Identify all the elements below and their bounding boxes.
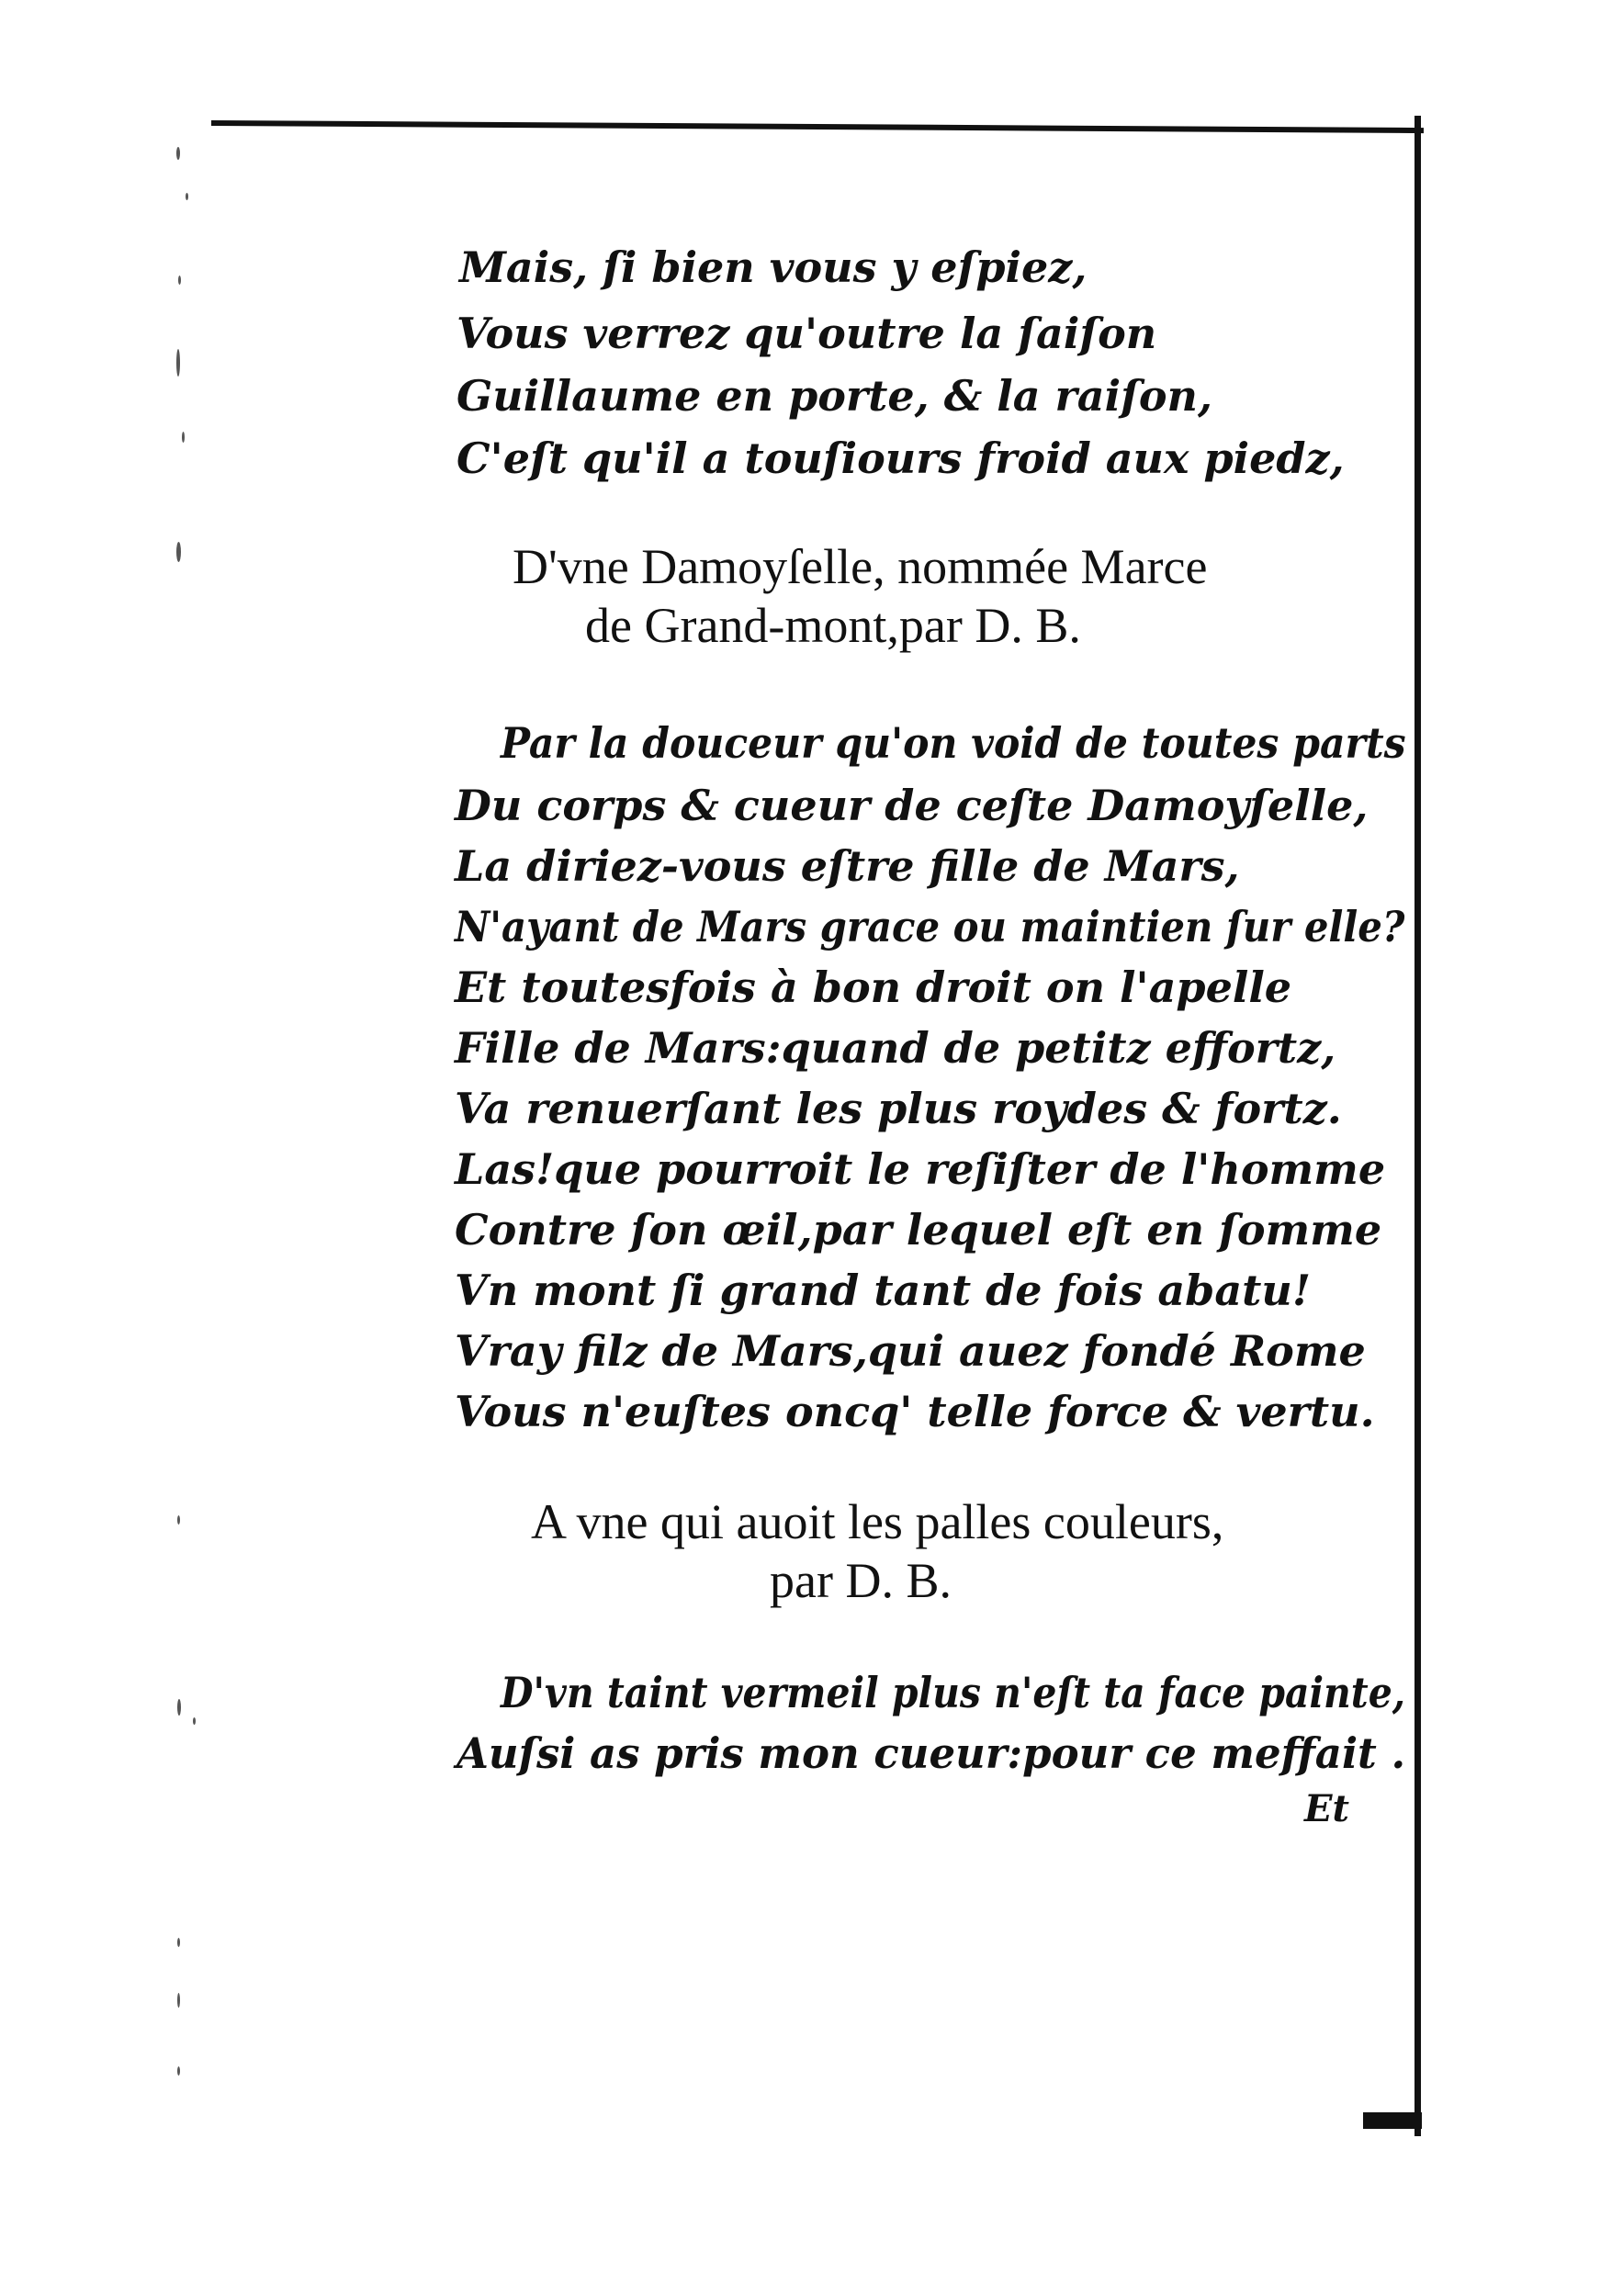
verse-line: Vous verrez qu'outre la ſaiſon bbox=[456, 309, 1157, 358]
page-top-rule bbox=[211, 120, 1424, 133]
verse-line: Va renuerſant les plus roydes & fortz. bbox=[455, 1084, 1342, 1133]
verse-line: Mais, ſi bien vous y eſpiez, bbox=[459, 242, 1088, 292]
heading-line: A vne qui auoit les palles couleurs, bbox=[531, 1494, 1224, 1549]
margin-specks bbox=[175, 138, 202, 2158]
verse-line: N'ayant de Mars grace ou maintien ſur elle? bbox=[455, 902, 1405, 951]
verse-line: Par la douceur qu'on void de toutes parts bbox=[501, 718, 1406, 768]
verse-line: Contre ſon œil,par lequel eſt en ſomme bbox=[455, 1205, 1382, 1255]
verse-line: Auſsi as pris mon cueur:pour ce meffait . bbox=[456, 1728, 1406, 1778]
verse-line: C'eſt qu'il a touſiours froid aux piedz, bbox=[456, 433, 1345, 483]
verse-line: La diriez-vous eſtre fille de Mars, bbox=[455, 841, 1240, 891]
verse-line: Vous n'euſtes oncq' telle force & vertu. bbox=[455, 1387, 1375, 1436]
page-right-rule bbox=[1414, 116, 1421, 2136]
page-corner-mark bbox=[1363, 2112, 1422, 2129]
heading-line: de Grand-mont,par D. B. bbox=[585, 598, 1081, 653]
verse-line: Guillaume en porte, & la raiſon, bbox=[456, 371, 1212, 421]
verse-line: Vray filz de Mars,qui auez fondé Rome bbox=[455, 1326, 1366, 1376]
catchword: Et bbox=[1304, 1787, 1349, 1830]
verse-line: Du corps & cueur de ceſte Damoyſelle, bbox=[455, 781, 1369, 830]
verse-line: Fille de Mars:quand de petitz effortz, bbox=[455, 1023, 1336, 1073]
heading-line: D'vne Damoyſelle, nommée Marce bbox=[513, 539, 1208, 594]
verse-line: Et toutesfois à bon droit on l'apelle bbox=[455, 962, 1292, 1012]
verse-line: Vn mont ſi grand tant de fois abatu! bbox=[455, 1266, 1312, 1315]
heading-line: par D. B. bbox=[770, 1553, 952, 1608]
verse-line: Las!que pourroit le reſiſter de l'homme bbox=[455, 1144, 1386, 1194]
verse-line: D'vn taint vermeil plus n'eſt ta face painte, bbox=[501, 1668, 1406, 1717]
